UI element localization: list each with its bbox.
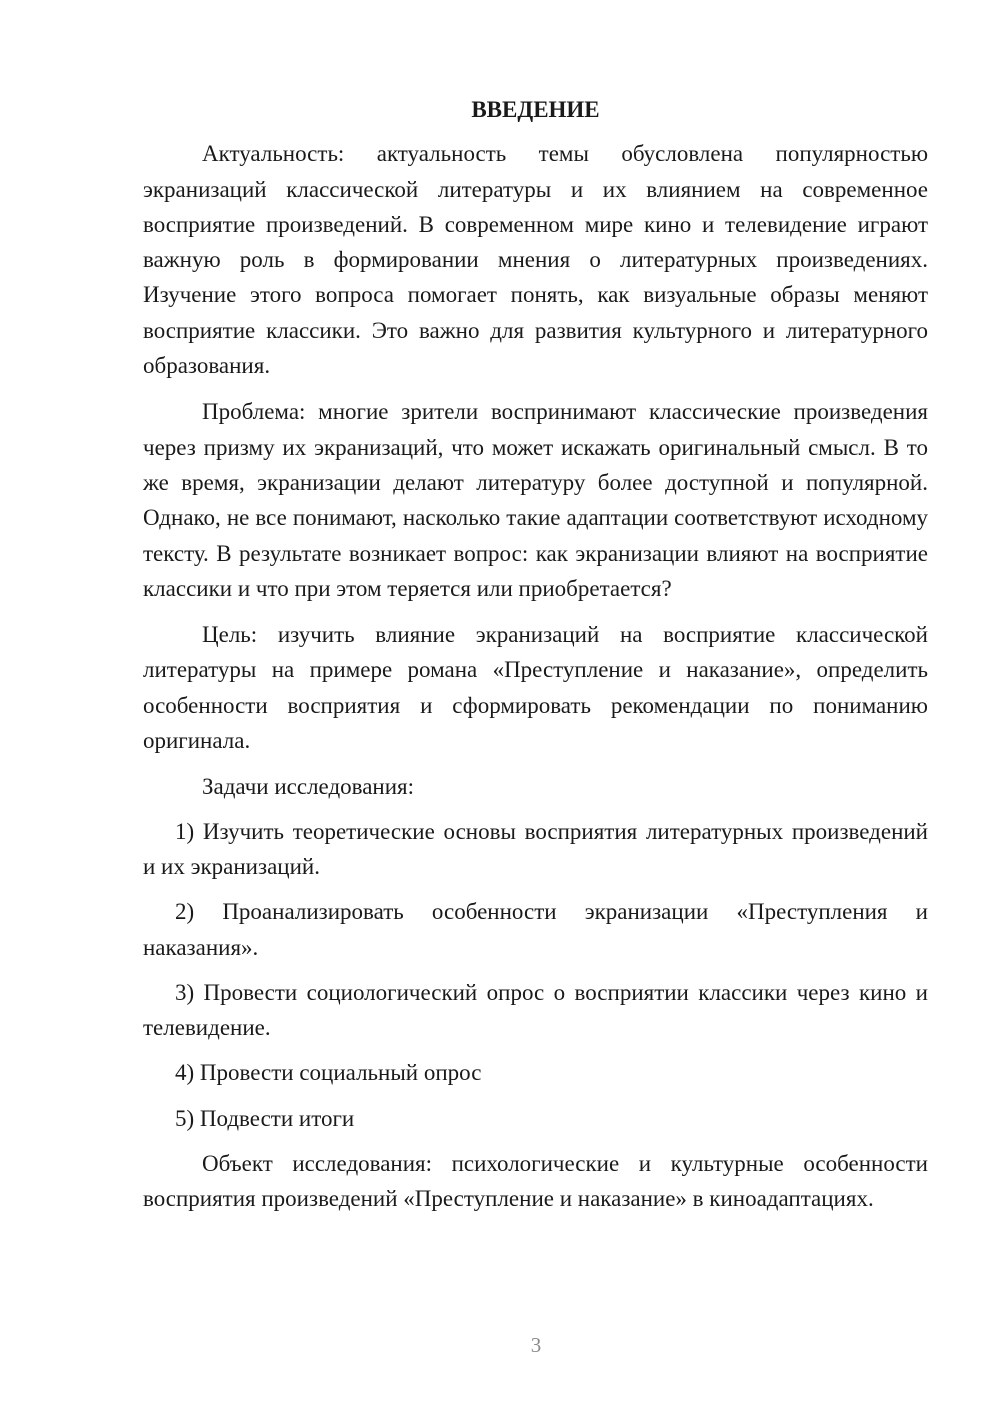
task-item: 2) Проанализировать особенности экранизации «Преступления и наказания». xyxy=(143,899,928,960)
task-item: 1) Изучить теоретические основы восприятия литературных произведений и их экранизаций. xyxy=(143,818,928,879)
tasks-heading: Задачи исследования: xyxy=(202,774,415,800)
relevance-paragraph: Актуальность: актуальность темы обусловлена популярностью экранизаций классической литературы и их влиянием на современное восприятие произведений. В современном мире кино и телевидение играют важную роль в формировании мнения о литературных произведениях. Изучение этого вопроса помогает понять, как визуальные образы меняют восприятие классики. Это важно для развития культурного и литературного образования. xyxy=(143,141,928,379)
page-number: 3 xyxy=(530,1333,542,1357)
page-title: ВВЕДЕНИЕ xyxy=(471,97,600,122)
text-body xyxy=(143,92,928,1228)
problem-paragraph: Проблема: многие зрители воспринимают классические произведения через призму их экранизаций, что может искажать оригинальный смысл. В то же время, экранизации делают литературу более доступной и популярной. Однако, не все понимают, насколько такие адаптации соответствуют исходному тексту. В результате возникает вопрос: как экранизации влияют на восприятие классики и что при этом теряется или приобретается? xyxy=(143,399,928,601)
task-item: 4) Провести социальный опрос xyxy=(175,1060,482,1086)
task-item: 5) Подвести итоги xyxy=(175,1105,355,1131)
goal-paragraph: Цель: изучить влияние экранизаций на восприятие классической литературы на примере романа «Преступление и наказание», определить особенности восприятия и сформировать рекомендации по пониманию оригинала. xyxy=(143,622,928,754)
object-paragraph: Объект исследования: психологические и культурные особенности восприятия произведений «Преступление и наказание» в киноадаптациях. xyxy=(143,1151,928,1212)
task-item: 3) Провести социологический опрос о восприятии классики через кино и телевидение. xyxy=(143,979,928,1041)
